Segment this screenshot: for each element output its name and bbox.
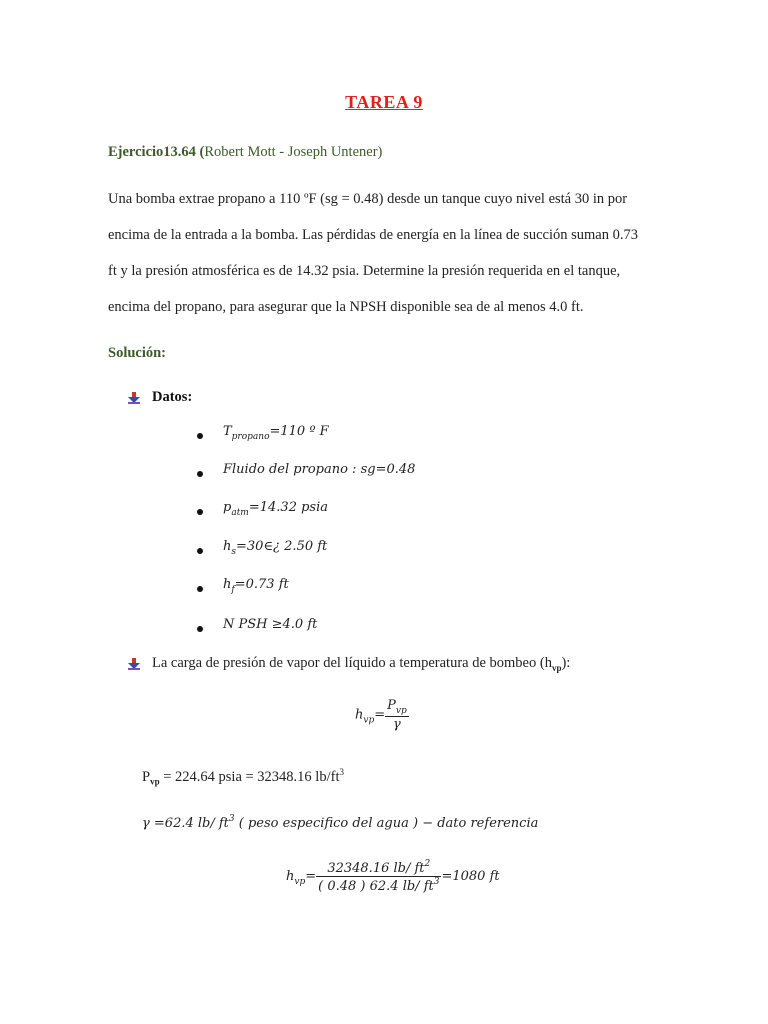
gamma-value: γ =62.4 lb/ $ft^3$ ( peso especifico del agua ) − dato referencia <box>142 814 539 831</box>
page-title: TAREA 9 <box>345 92 423 112</box>
exercise-heading <box>108 144 382 161</box>
equation-hvp-result: $h_{vp}=$ $\frac{32348.16 lb/ ft^2}{( 0.48 ) 62.4 lb/ ft^3}$ =1080 ft <box>286 859 500 894</box>
fluid-item: Fluido del propano : sg=0.48 <box>223 462 416 477</box>
exercise-label: Ejercicio13.64 ( <box>108 144 205 160</box>
solution-heading: Solución: <box>108 345 167 361</box>
bullet-dot <box>197 509 203 515</box>
fraction: $\frac{32348.16 lb/ ft^2}{( 0.48 ) 62.4 lb/ ft^3}$ <box>318 859 440 894</box>
arrow-bullet-icon <box>128 392 140 404</box>
equation-hvp-definition: $h_{vp}=$ $\frac{P_{vp}}{\gamma}$ <box>355 698 407 732</box>
bullet-dot <box>197 626 203 632</box>
temp-item: $T_{propano}=110$ º F <box>223 424 329 442</box>
exercise-authors: Robert Mott - Joseph Untener) <box>204 144 383 160</box>
bullet-dot <box>197 548 203 554</box>
npsh-item: N PSH ≥4.0 ft <box>223 617 318 632</box>
vapor-pressure-heading: La carga de presión de vapor del líquido a temperatura de bombeo $(h_{vp})$: <box>152 655 571 673</box>
problem-line-3: ft y la presión atmosférica es de 14.32 psia. Determine la presión requerida en el tanque, <box>108 263 621 279</box>
bullet-dot <box>197 471 203 477</box>
hf-item: $h_f=0.73$ ft <box>223 577 289 595</box>
bullet-dot <box>197 586 203 592</box>
hs-item: $h_s=30\in¿$ 2.50 ft <box>223 539 328 557</box>
fraction: $\frac{P_{vp}}{\gamma}$ <box>387 698 407 732</box>
bullet-dot <box>197 433 203 439</box>
problem-line-2: encima de la entrada a la bomba. Las pérdidas de energía en la línea de succión suman 0.73 <box>108 227 638 243</box>
pvp-value: $P_{vp} = 224.64$ psia = 32348.16 $lb/ft^3$ <box>142 767 344 787</box>
problem-line-4: encima del propano, para asegurar que la NPSH disponible sea de al menos 4.0 ft. <box>108 299 584 315</box>
problem-line-1: Una bomba extrae propano a 110 ºF (sg = 0.48) desde un tanque cuyo nivel está 30 in por <box>108 191 628 207</box>
patm-item: $p_{atm}=14.32$ psia <box>223 500 329 518</box>
arrow-bullet-icon <box>128 658 140 670</box>
datos-label: Datos: <box>152 389 193 405</box>
